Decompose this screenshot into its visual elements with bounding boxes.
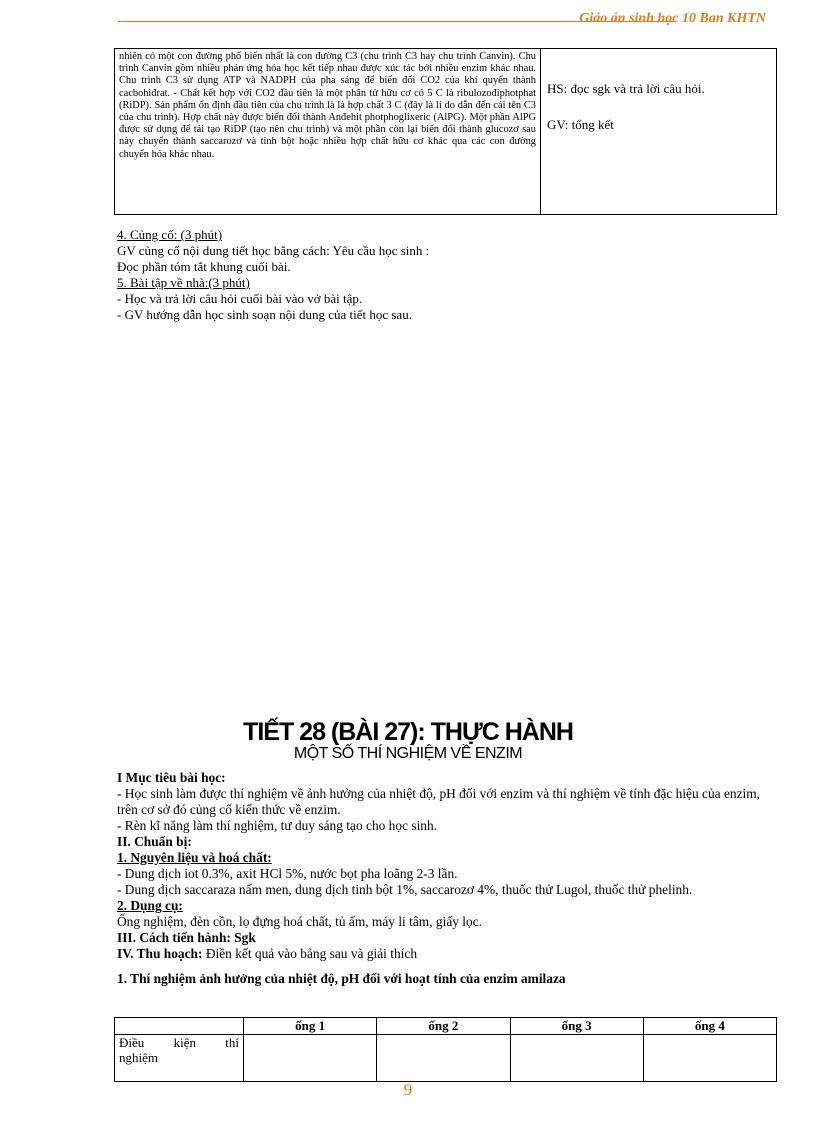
experiment-title: 1. Thí nghiệm ảnh hưởng của nhiệt độ, pH đối với hoạt tính của enzim amilaza: [117, 971, 566, 986]
page-number: 9: [403, 1080, 413, 1099]
homework-line-2: - GV hướng dẫn học sinh soạn nội dung của tiết học sau.: [117, 307, 412, 322]
results-header-cell: [115, 1018, 244, 1035]
condition-word: Điều: [119, 1035, 145, 1050]
results-header-cell: ống 2: [377, 1018, 510, 1035]
method-line: [117, 930, 772, 946]
harvest-line: [117, 946, 772, 962]
lesson-title: TIẾT 28 (BÀI 27): THỰC HÀNH: [243, 718, 573, 746]
harvest-label: IV. Thu hoạch:: [117, 946, 203, 961]
results-header-cell: ống 3: [510, 1018, 643, 1035]
condition-label-line-1: [119, 1035, 239, 1050]
homework-heading: 5. Bài tập về nhà:(3 phút): [117, 275, 250, 290]
material-1: - Dung dịch iot 0.3%, axit HCl 5%, nước bọt pha loãng 2-3 lần.: [117, 866, 458, 881]
content-cell-right: [541, 49, 777, 215]
harvest-value: Điền kết quả vào bảng sau và giải thích: [202, 946, 418, 961]
consolidation-heading: 4. Củng cố: (3 phút): [117, 227, 223, 242]
result-cell: [377, 1035, 510, 1082]
lesson-body: [117, 770, 772, 987]
tools-list: Ống nghiệm, đèn cồn, lọ đựng hoá chất, tủ ấm, máy li tâm, giấy lọc.: [117, 914, 483, 929]
activity-teacher: GV: tổng kết: [547, 117, 614, 132]
objective-1: - Học sinh làm được thí nghiệm về ảnh hưởng của nhiệt độ, pH đối với enzim và thí nghiệm về tính đặc hiệu của enzim, trên cơ sở đó củng cố kiến thức về enzim.: [117, 786, 761, 817]
result-cell: [510, 1035, 643, 1082]
consolidation-line-1: GV củng cố nội dung tiết học bằng cách: Yêu cầu học sinh :: [117, 243, 430, 258]
lesson-subtitle: MỘT SỐ THÍ NGHIỆM VỀ ENZIM: [293, 745, 523, 762]
objectives-heading: I Mục tiêu bài học:: [117, 770, 226, 785]
preparation-heading: II. Chuẩn bị:: [117, 834, 192, 849]
result-cell: [244, 1035, 377, 1082]
consolidation-section: [117, 227, 772, 323]
condition-label-line-2: nghiệm: [119, 1050, 158, 1065]
results-header-cell: ống 1: [244, 1018, 377, 1035]
content-cell-left: nhiên có một con đường phổ biến nhất là con đường C3 (chu trình C3 hay chu trình Canvin). Chu trình Canvin gồm nhiều phản ứng hóa học kết tiếp nhau được xúc tác bởi nhiều enzim khác nhau. Chu trình C3 sử dụng ATP và NADPH của pha sáng để biến đổi CO2 của khí quyển thành cacbohiđrat. - Chất kết hợp với CO2 đầu tiên là một phân tử hữu cơ có 5 C là ribulozođiphotphat (RiDP). Sản phẩm ổn định đầu tiên của chu trình là là hợp chất 3 C (đây là lí do dẫn đến cái tên C3 của chu trình). Hợp chất này được biến đổi thành Anđehit photphoglixeric (AlPG). Một phần AlPG được sử dụng để tái tạo RiDP (tạo nên chu trình) và một phần còn lại biến đổi thành glucozơ sau này chuyển thành saccarozơ và tinh bột hoặc nhiều hợp chất hữu cơ khác qua các con đường chuyển hóa khác nhau.: [115, 49, 541, 215]
header-title: Giáo án sinh học 10 Ban KHTN: [579, 11, 766, 26]
method-value: Sgk: [230, 930, 256, 945]
condition-label-cell: [115, 1035, 244, 1082]
objective-2: - Rèn kĩ năng làm thí nghiệm, tư duy sáng tạo cho học sinh.: [117, 818, 438, 833]
condition-word: kiện: [173, 1035, 196, 1050]
results-header-row: [115, 1018, 777, 1035]
activity-student: HS: đọc sgk và trả lời câu hỏi.: [547, 81, 705, 96]
material-2: - Dung dịch saccaraza nấm men, dung dịch tinh bột 1%, saccarozơ 4%, thuốc thử Lugol, thuốc thử phelinh.: [117, 882, 693, 897]
results-row: [115, 1035, 777, 1082]
consolidation-line-2: Đọc phần tóm tắt khung cuối bài.: [117, 259, 291, 274]
condition-word: thí: [225, 1035, 239, 1050]
tools-heading: 2. Dụng cụ:: [117, 898, 183, 913]
result-cell: [643, 1035, 776, 1082]
results-table: [114, 1017, 777, 1082]
results-header-cell: ống 4: [643, 1018, 776, 1035]
materials-heading: 1. Nguyên liệu và hoá chất:: [117, 850, 272, 865]
method-label: III. Cách tiến hành:: [117, 930, 231, 945]
content-table: [114, 48, 777, 215]
homework-line-1: - Học và trả lời câu hỏi cuối bài vào vở bài tập.: [117, 291, 363, 306]
